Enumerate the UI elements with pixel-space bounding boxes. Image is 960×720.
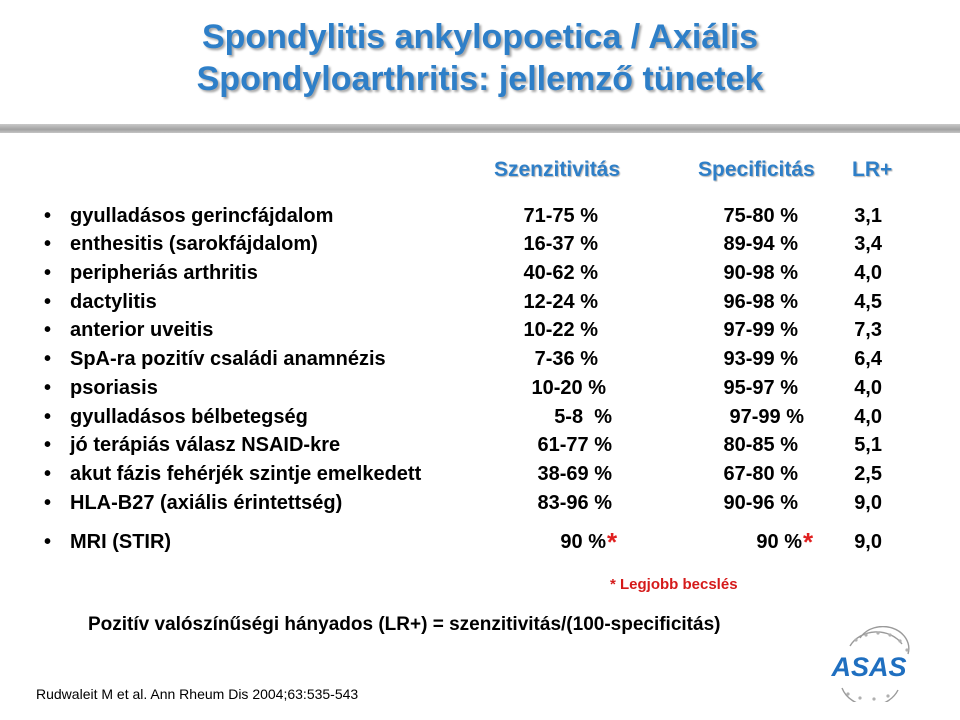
specificity-value: 90-98 % bbox=[723, 262, 798, 284]
sensitivity-value: 7-36 % bbox=[534, 348, 598, 370]
column-header-lr: LR+ bbox=[852, 158, 893, 181]
specificity-value: 97-99 % bbox=[723, 319, 798, 341]
title-divider bbox=[0, 124, 960, 133]
bullet: • bbox=[44, 262, 52, 284]
specificity-value: 67-80 % bbox=[723, 463, 798, 485]
sensitivity-value: 10-22 % bbox=[523, 319, 598, 341]
lr-value: 9,0 bbox=[854, 531, 882, 553]
lr-value: 4,0 bbox=[854, 406, 882, 428]
specificity-value: 89-94 % bbox=[723, 233, 798, 255]
specificity-value: 80-85 % bbox=[723, 434, 798, 456]
table-row bbox=[0, 202, 960, 230]
bullet: • bbox=[44, 348, 52, 370]
symptom-label: psoriasis bbox=[70, 377, 158, 399]
bullet: • bbox=[44, 205, 52, 227]
sensitivity-value: 12-24 % bbox=[523, 291, 598, 313]
bullet: • bbox=[44, 492, 52, 514]
sensitivity-value: 16-37 % bbox=[523, 233, 598, 255]
specificity-value: 75-80 % bbox=[723, 205, 798, 227]
symptom-label: jó terápiás válasz NSAID-kre bbox=[70, 434, 341, 456]
symptom-label: akut fázis fehérjék szintje emelkedett bbox=[70, 463, 422, 485]
table-row bbox=[0, 230, 960, 258]
table-row bbox=[0, 345, 960, 373]
lr-value: 2,5 bbox=[854, 463, 882, 485]
table-row bbox=[0, 460, 960, 488]
lr-value: 7,3 bbox=[854, 319, 882, 341]
sensitivity-value: 10-20 % bbox=[531, 377, 606, 399]
lr-value: 4,0 bbox=[854, 377, 882, 399]
specificity-cell bbox=[756, 527, 814, 557]
footnote: * Legjobb becslés bbox=[610, 576, 738, 593]
logo-text: ASAS bbox=[831, 652, 907, 682]
specificity-value: 96-98 % bbox=[723, 291, 798, 313]
lr-value: 3,1 bbox=[854, 205, 882, 227]
citation: Rudwaleit M et al. Ann Rheum Dis 2004;63:535-543 bbox=[36, 686, 359, 702]
title-line-2: Spondyloarthritis: jellemző tünetek bbox=[196, 60, 764, 98]
lr-value: 4,0 bbox=[854, 262, 882, 284]
symptom-label: peripheriás arthritis bbox=[70, 262, 258, 284]
symptom-label: SpA-ra pozitív családi anamnézis bbox=[70, 348, 386, 370]
table-row bbox=[0, 403, 960, 431]
specificity-value: 93-99 % bbox=[723, 348, 798, 370]
specificity-value: 90-96 % bbox=[723, 492, 798, 514]
table-row bbox=[0, 259, 960, 287]
bullet: • bbox=[44, 377, 52, 399]
symptom-label: MRI (STIR) bbox=[70, 531, 172, 553]
symptom-label: dactylitis bbox=[70, 291, 157, 313]
sensitivity-value: 61-77 % bbox=[537, 434, 612, 456]
bullet: • bbox=[44, 319, 52, 341]
bullet: • bbox=[44, 291, 52, 313]
bullet: • bbox=[44, 406, 52, 428]
lr-formula: Pozitív valószínűségi hányados (LR+) = szenzitivitás/(100-specificitás) bbox=[88, 614, 721, 635]
table-row bbox=[0, 489, 960, 517]
sensitivity-value: 40-62 % bbox=[523, 262, 598, 284]
symptom-label: gyulladásos bélbetegség bbox=[70, 406, 308, 428]
sensitivity-value: 38-69 % bbox=[537, 463, 612, 485]
symptom-label: HLA-B27 (axiális érintettség) bbox=[70, 492, 343, 514]
table-row bbox=[0, 316, 960, 344]
column-header-sensitivity: Szenzitivitás bbox=[494, 158, 621, 181]
asas-logo-icon bbox=[820, 626, 918, 702]
bullet: • bbox=[44, 434, 52, 456]
specificity-value: 97-99 % bbox=[729, 406, 804, 428]
bullet: • bbox=[44, 463, 52, 485]
sensitivity-value: 83-96 % bbox=[537, 492, 612, 514]
bullet: • bbox=[44, 233, 52, 255]
table-row bbox=[0, 431, 960, 459]
star-marker: * bbox=[803, 527, 814, 557]
lr-value: 9,0 bbox=[854, 492, 882, 514]
sensitivity-cell bbox=[560, 527, 618, 557]
symptom-label: gyulladásos gerincfájdalom bbox=[70, 205, 334, 227]
table-row bbox=[0, 288, 960, 316]
sensitivity-value: 90 % bbox=[560, 531, 606, 553]
lr-value: 6,4 bbox=[854, 348, 882, 370]
table-row bbox=[0, 374, 960, 402]
lr-value: 5,1 bbox=[854, 434, 882, 456]
specificity-value: 90 % bbox=[756, 531, 802, 553]
table-row bbox=[0, 528, 960, 556]
lr-value: 4,5 bbox=[854, 291, 882, 313]
slide-title bbox=[0, 16, 960, 100]
symptom-label: anterior uveitis bbox=[70, 319, 214, 341]
column-header-specificity: Specificitás bbox=[698, 158, 815, 181]
lr-value: 3,4 bbox=[854, 233, 882, 255]
bullet: • bbox=[44, 531, 52, 553]
title-line-1: Spondylitis ankylopoetica / Axiális bbox=[201, 18, 759, 56]
sensitivity-value: 71-75 % bbox=[523, 205, 598, 227]
specificity-value: 95-97 % bbox=[723, 377, 798, 399]
sensitivity-value: 5-8 % bbox=[554, 406, 612, 428]
star-marker: * bbox=[607, 527, 618, 557]
symptom-label: enthesitis (sarokfájdalom) bbox=[70, 233, 318, 255]
